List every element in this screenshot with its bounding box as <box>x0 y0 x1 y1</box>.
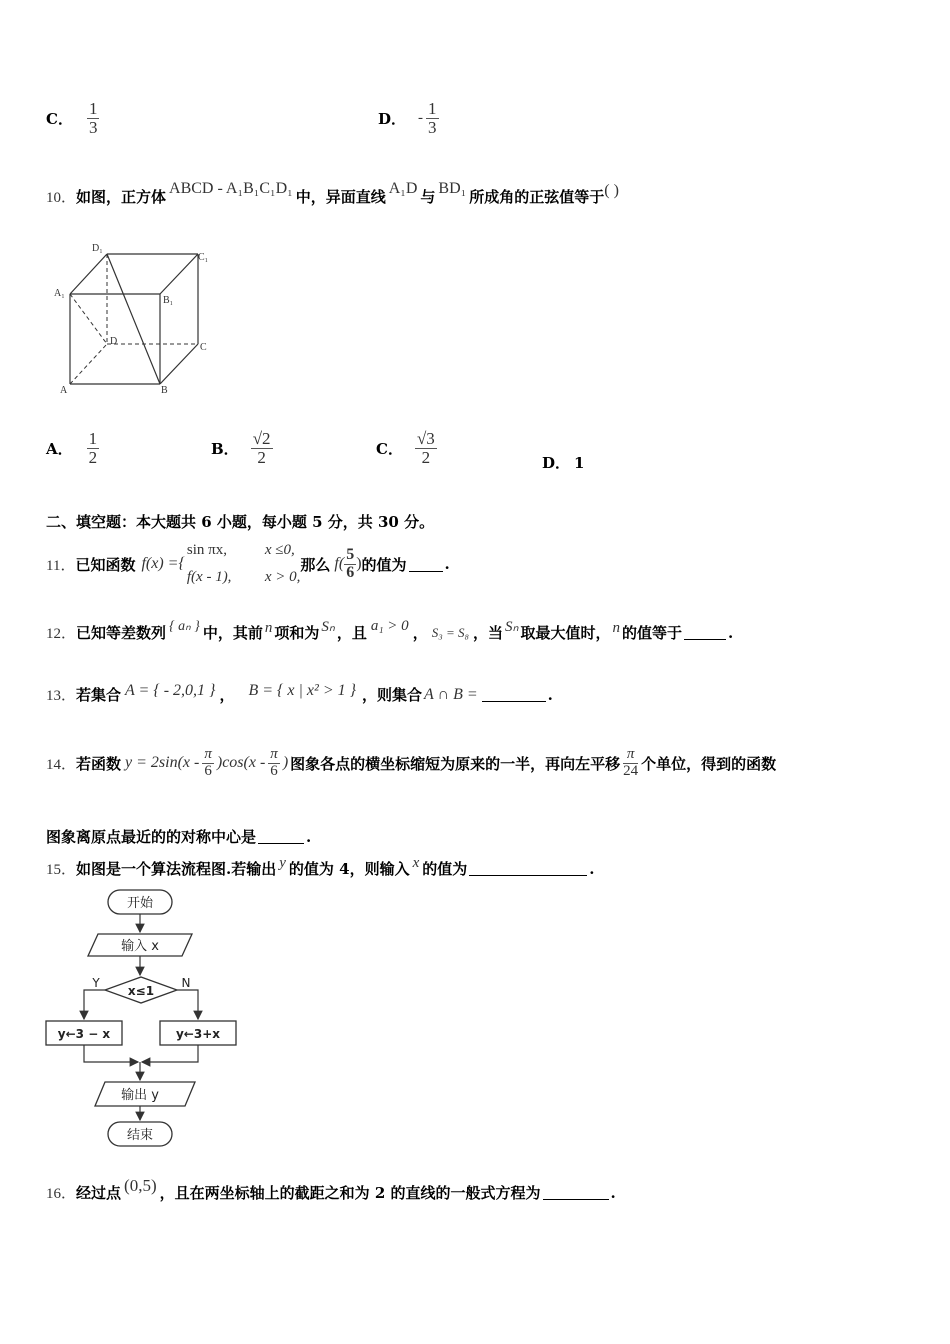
question-14 <box>46 738 776 788</box>
edge-bc <box>160 344 198 384</box>
point: (0,5) <box>124 1175 157 1195</box>
question-text: 项和为 <box>274 624 320 642</box>
answer-paren: ( ) <box>604 181 619 199</box>
question-text: 图象各点的横坐标缩短为原来的一半，再向左平移 <box>290 754 621 773</box>
arrow-right-merge <box>142 1045 198 1062</box>
line-a1d: A₁D <box>388 179 418 197</box>
period: . <box>589 859 595 878</box>
question-14-line2 <box>46 826 311 847</box>
set-a: A = { - 2,0,1 } <box>125 681 216 699</box>
question-text: 与 <box>420 188 436 206</box>
input-label: 输入 x <box>121 939 159 954</box>
question-13 <box>46 681 553 705</box>
denominator: 24 <box>623 762 639 779</box>
minus-sign: - <box>418 109 424 126</box>
numerator: π <box>270 745 278 762</box>
case-cond: x ≤0, <box>264 542 295 558</box>
question-text: ，且 <box>336 624 367 642</box>
denominator: 6 <box>270 762 278 779</box>
question-number: 16． <box>46 1186 77 1202</box>
label-a1: A₁ <box>54 288 65 299</box>
denominator: 6 <box>204 762 212 779</box>
var-sn: Sₙ <box>321 619 335 635</box>
denominator: 3 <box>428 117 437 137</box>
fraction <box>426 100 439 137</box>
cube-name: ABCD - A₁B₁C₁D₁ <box>169 179 293 197</box>
option-label: C． <box>46 109 73 128</box>
function-part: )cos(x - <box>216 754 266 771</box>
question-number: 14． <box>46 756 77 773</box>
numerator: 1 <box>88 99 98 118</box>
output-label: 输出 y <box>121 1088 159 1103</box>
right-process-label: y←3+x <box>175 1027 221 1041</box>
question-text: 的值为 <box>361 555 407 574</box>
intersection: A ∩ B = <box>424 685 478 703</box>
q10-option-b <box>211 430 276 467</box>
set-b: B = { x | x² > 1 } <box>248 681 357 699</box>
numerator: π <box>204 745 212 762</box>
left-process-label: y←3 − x <box>57 1027 111 1041</box>
fraction <box>202 747 214 780</box>
fraction <box>87 100 100 137</box>
var-y: y <box>279 855 286 871</box>
question-number: 10． <box>46 190 77 206</box>
case-cond: x > 0, <box>264 569 301 585</box>
arrow-no <box>177 990 198 1019</box>
var-n: n <box>264 620 273 636</box>
question-text: 已知函数 <box>75 555 136 574</box>
period: . <box>610 1183 616 1202</box>
no-label: N <box>181 976 191 990</box>
q10-option-d <box>542 452 584 473</box>
equation: S₃ = S₈ <box>431 624 470 640</box>
numerator: π <box>626 745 635 762</box>
question-text: ，当 <box>473 624 504 642</box>
end-label: 结束 <box>126 1128 154 1143</box>
case-1 <box>187 537 301 564</box>
question-text: 经过点 <box>76 1184 122 1202</box>
fraction <box>344 547 356 582</box>
edge-ad-hidden <box>70 344 107 384</box>
fraction <box>415 430 437 467</box>
question-text: ，且在两坐标轴上的截距之和为 2 的直线的一般式方程为 <box>159 1184 541 1202</box>
question-number: 13． <box>46 688 77 704</box>
var-n: n <box>612 620 621 636</box>
option-value: 1 <box>574 453 585 472</box>
fraction <box>268 747 280 780</box>
question-11 <box>46 536 450 592</box>
option-label: A． <box>46 439 73 458</box>
edge-a1d1 <box>70 254 107 294</box>
answer-blank[interactable] <box>543 1185 609 1200</box>
case-expr: sin πx, <box>186 542 227 558</box>
question-text: 若函数 <box>76 754 122 773</box>
question-number: 11． <box>46 557 76 574</box>
arrow-left-merge <box>84 1045 138 1062</box>
label-d1: D₁ <box>92 243 103 254</box>
label-b: B <box>161 385 168 396</box>
sequence: { aₙ } <box>169 619 200 634</box>
var-sn: Sₙ <box>505 619 519 635</box>
q9-option-c <box>46 100 102 137</box>
q10-option-a <box>46 430 102 467</box>
numerator: 5 <box>346 545 355 563</box>
question-text: 中，异面直线 <box>295 188 386 206</box>
option-label: C． <box>376 439 403 458</box>
separator: ， <box>412 624 428 642</box>
condition: a₁ > 0 <box>370 618 409 634</box>
period: . <box>444 555 450 573</box>
yes-label: Y <box>92 976 100 990</box>
flowchart <box>40 886 250 1152</box>
question-text: 的值为 <box>422 860 468 878</box>
label-c1: C₁ <box>198 252 209 263</box>
denominator: 2 <box>421 447 431 467</box>
question-15 <box>46 855 595 879</box>
label-d: D <box>110 336 118 347</box>
question-text: 若集合 <box>76 686 122 704</box>
start-label: 开始 <box>126 896 154 911</box>
label-c: C <box>200 342 207 353</box>
label-a: A <box>60 385 68 396</box>
denominator: 2 <box>88 447 98 467</box>
q10-option-c <box>376 430 440 467</box>
case-expr: f(x - 1), <box>186 569 232 585</box>
numerator: 1 <box>428 99 437 118</box>
option-label: B． <box>211 439 239 458</box>
question-text: 中，其前 <box>202 624 263 642</box>
section-heading: 二、填空题：本大题共 6 小题，每小题 5 分，共 30 分。 <box>46 513 435 531</box>
function-name: f(x) ={ <box>141 555 185 572</box>
question-text: 如图，正方体 <box>76 188 167 206</box>
option-label: D． <box>542 454 571 472</box>
paren: ) <box>356 555 362 572</box>
diagonal-bd1 <box>107 254 160 384</box>
numerator: √2 <box>252 429 271 448</box>
period: . <box>728 623 734 642</box>
question-text: 已知等差数列 <box>76 624 167 642</box>
question-text: 如图是一个算法流程图.若输出 <box>76 860 277 878</box>
answer-blank[interactable] <box>409 557 443 572</box>
diagonal-a1d-hidden <box>70 294 107 344</box>
answer-blank[interactable] <box>469 861 587 876</box>
function-part: y = 2sin(x - <box>125 754 200 771</box>
question-number: 15． <box>46 862 77 878</box>
fraction <box>623 747 638 780</box>
case-2 <box>187 564 301 591</box>
q9-option-d <box>378 100 442 137</box>
piecewise-cases <box>187 537 301 591</box>
period: . <box>306 827 312 846</box>
period: . <box>547 685 553 704</box>
cube-figure <box>50 236 220 398</box>
decision-label: x≤1 <box>127 984 155 998</box>
numerator: √3 <box>416 429 435 448</box>
question-text: 那么 <box>300 555 331 574</box>
question-text: 的值等于 <box>622 624 683 642</box>
function-part: ) <box>282 754 289 771</box>
function-call: f( <box>334 555 345 572</box>
question-12 <box>46 618 734 643</box>
question-text: 个单位，得到的函数 <box>641 754 777 773</box>
denominator: 3 <box>88 117 98 137</box>
edge-b1c1 <box>160 254 198 294</box>
question-10 <box>46 179 619 207</box>
question-text: 图象离原点最近的的对称中心是 <box>46 828 257 846</box>
label-b1: B₁ <box>163 295 174 306</box>
separator: ， <box>219 686 235 704</box>
fraction <box>87 430 100 467</box>
question-text: 所成角的正弦值等于 <box>469 188 605 206</box>
question-text: ，则集合 <box>362 686 423 704</box>
denominator: 2 <box>257 447 266 467</box>
denominator: 6 <box>346 563 355 581</box>
question-number: 12． <box>46 626 77 642</box>
line-bd1: BD₁ <box>438 179 467 197</box>
arrow-yes <box>84 990 105 1019</box>
question-text: 取最大值时， <box>520 624 611 642</box>
fraction <box>251 430 273 467</box>
answer-blank[interactable] <box>684 625 726 640</box>
question-16 <box>46 1175 616 1203</box>
numerator: 1 <box>88 429 98 448</box>
option-label: D． <box>378 109 407 128</box>
var-x: x <box>412 855 420 871</box>
question-text: 的值为 4，则输入 <box>288 860 410 878</box>
answer-blank[interactable] <box>482 687 546 702</box>
answer-blank[interactable] <box>258 829 304 844</box>
